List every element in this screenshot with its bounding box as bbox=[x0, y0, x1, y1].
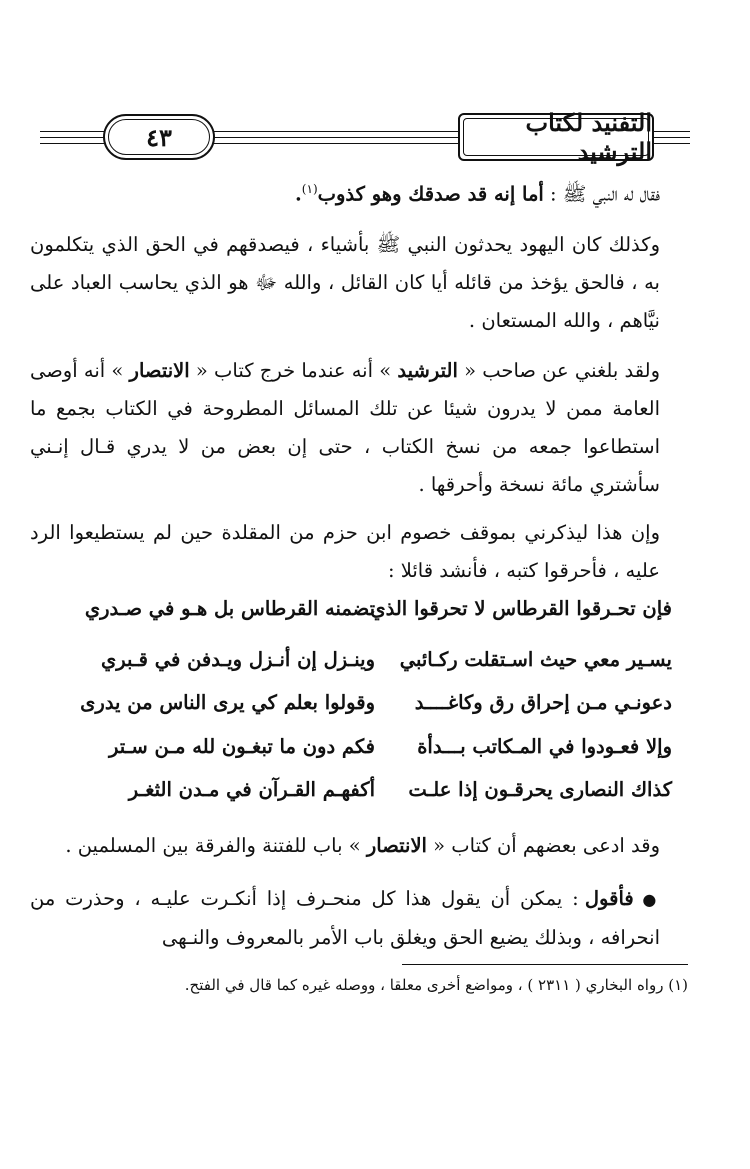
verse-second-half: تضمنه القرطاس بل هـو في صـدري bbox=[84, 597, 375, 620]
running-title: التفنيد لكتاب الترشيد bbox=[525, 108, 652, 166]
paragraph-6: ● فأقول : يمكن أن يقول هذا كل منحـرف إذا أنكـرت عليـه ، وحذرت من انحرافه ، وبذلك يضيع الحق ويغلق باب الأمر بالمعروف والنـهى bbox=[30, 887, 660, 949]
verse-first-half: وإلا فعـودوا في المـكاتب بـــدأة bbox=[417, 735, 672, 758]
footnote-marker: (١) bbox=[301, 182, 318, 196]
bullet-icon: ● bbox=[633, 890, 660, 909]
page-number-box bbox=[103, 114, 215, 160]
verse-first-half: كذاك النصارى يحرقـون إذا علـت bbox=[408, 778, 672, 801]
verse-first-half: فإن تحـرقوا القرطاس لا تحرقوا الذي bbox=[370, 597, 672, 620]
paragraph-3: ولقد بلغني عن صاحب « الترشيد » أنه عندما خرج كتاب « الانتصار » أنه أوصى العامة ممن لا يدرون شيئا عن تلك المسائل المطروحة في الكتاب بجمع ما استطاعوا جمعه من نسخ الكتاب ، حتى إن بعض من لا يدري قـال إنـني سأشتري مائة نسخة وأحرقها . bbox=[30, 359, 660, 496]
paragraph-1: فقال له النبي ﷺ : أما إنه قد صدقك وهو كذوب$^{(١)}$. bbox=[295, 182, 660, 206]
paragraph-4: وإن هذا ليذكرني بموقف خصوم ابن حزم من المقلدة حين لم يستطيعوا الرد عليه ، فأحرقوا كتبه ، فأنشد قائلا : bbox=[30, 521, 660, 582]
paragraph-5: وقد ادعى بعضهم أن كتاب « الانتصار » باب للفتنة والفرقة بين المسلمين . bbox=[65, 834, 660, 857]
page-number: ٤٣ bbox=[146, 122, 172, 152]
verse-second-half: وينـزل إن أنـزل ويـدفن في قـبري bbox=[100, 648, 375, 671]
verse-second-half: أكفهـم القـرآن في مـدن الثغـر bbox=[128, 778, 375, 801]
verse-second-half: وقولوا بعلم كي يرى الناس من يدرى bbox=[80, 691, 375, 714]
header-title-box bbox=[458, 108, 654, 166]
verse-first-half: يسـير معي حيث اسـتقلت ركـائبي bbox=[399, 648, 672, 671]
paragraph-2: وكذلك كان اليهود يحدثون النبي ﷺ بأشياء ، فيصدقهم في الحق الذي يتكلمون به ، فالحق يؤخذ من قائله أيا كان القائل ، والله ﷻ هو الذي يحاسب العباد على نيَّاهم ، والله المستعان . bbox=[30, 233, 660, 332]
verse-first-half: دعونـي مـن إحراق رق وكاغــــد bbox=[414, 691, 672, 714]
verse-second-half: فكم دون ما تبغـون لله مـن سـتر bbox=[109, 735, 375, 758]
footnote: (١) رواه البخاري ( ٢٣١١ ) ، ومواضع أخرى معلقا ، ووصله غيره كما قال في الفتح. bbox=[184, 976, 688, 994]
footnote-rule bbox=[402, 964, 688, 965]
